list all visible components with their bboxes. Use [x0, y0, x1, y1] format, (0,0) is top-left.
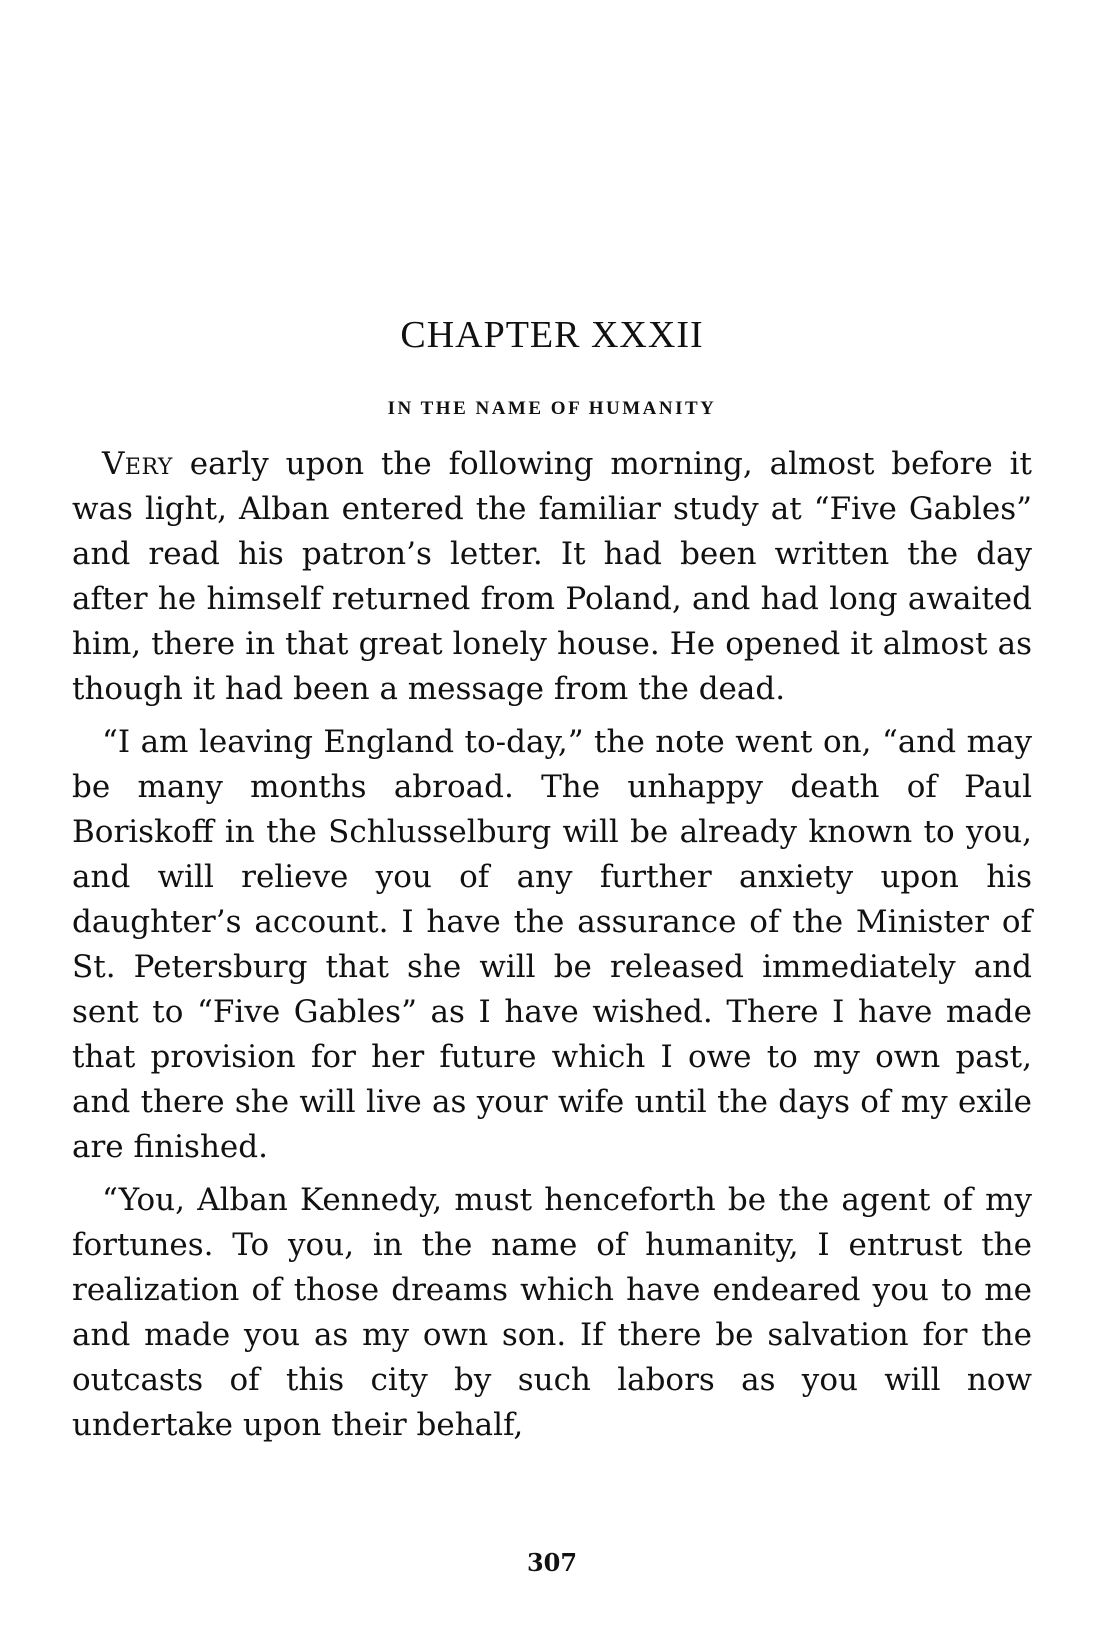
book-page	[72, 0, 1032, 1638]
chapter-heading: CHAPTER XXXII	[400, 314, 704, 356]
page-number: 307	[526, 1548, 578, 1577]
paragraph-text: “I am leaving England to-day,” the note went on, “and may be many months abroad. The unhappy death of Paul Boriskoff in the Schlusselburg will be already known to you, and will relieve you of any further anxiety upon his daughter’s account. I have the assurance of the Minister of St. Petersburg that she will be released immediately and sent to “Five Gables” as I have wished. There I have made that provision for her future which I owe to my own past, and there she will live as your wife until the days of my exile are finished.	[72, 724, 1032, 1165]
chapter-body	[72, 442, 1032, 1448]
paragraph	[72, 442, 1032, 712]
chapter-subtitle: IN THE NAME OF HUMANITY	[387, 398, 717, 419]
paragraph	[72, 720, 1032, 1170]
paragraph-lead-word: Very	[102, 446, 173, 482]
paragraph	[72, 1178, 1032, 1448]
paragraph-text: “You, Alban Kennedy, must henceforth be the agent of my fortunes. To you, in the name of humanity, I entrust the realization of those dreams which have endeared you to me and made you as my own son. If there be salvation for the outcasts of this city by such labors as you will now undertake upon their behalf,	[72, 1182, 1032, 1443]
paragraph-text: early upon the following morning, almost before it was light, Alban entered the familiar study at “Five Gables” and read his patron’s letter. It had been written the day after he himself returned from Poland, and had long awaited him, there in that great lonely house. He opened it almost as though it had been a message from the dead.	[72, 446, 1032, 707]
